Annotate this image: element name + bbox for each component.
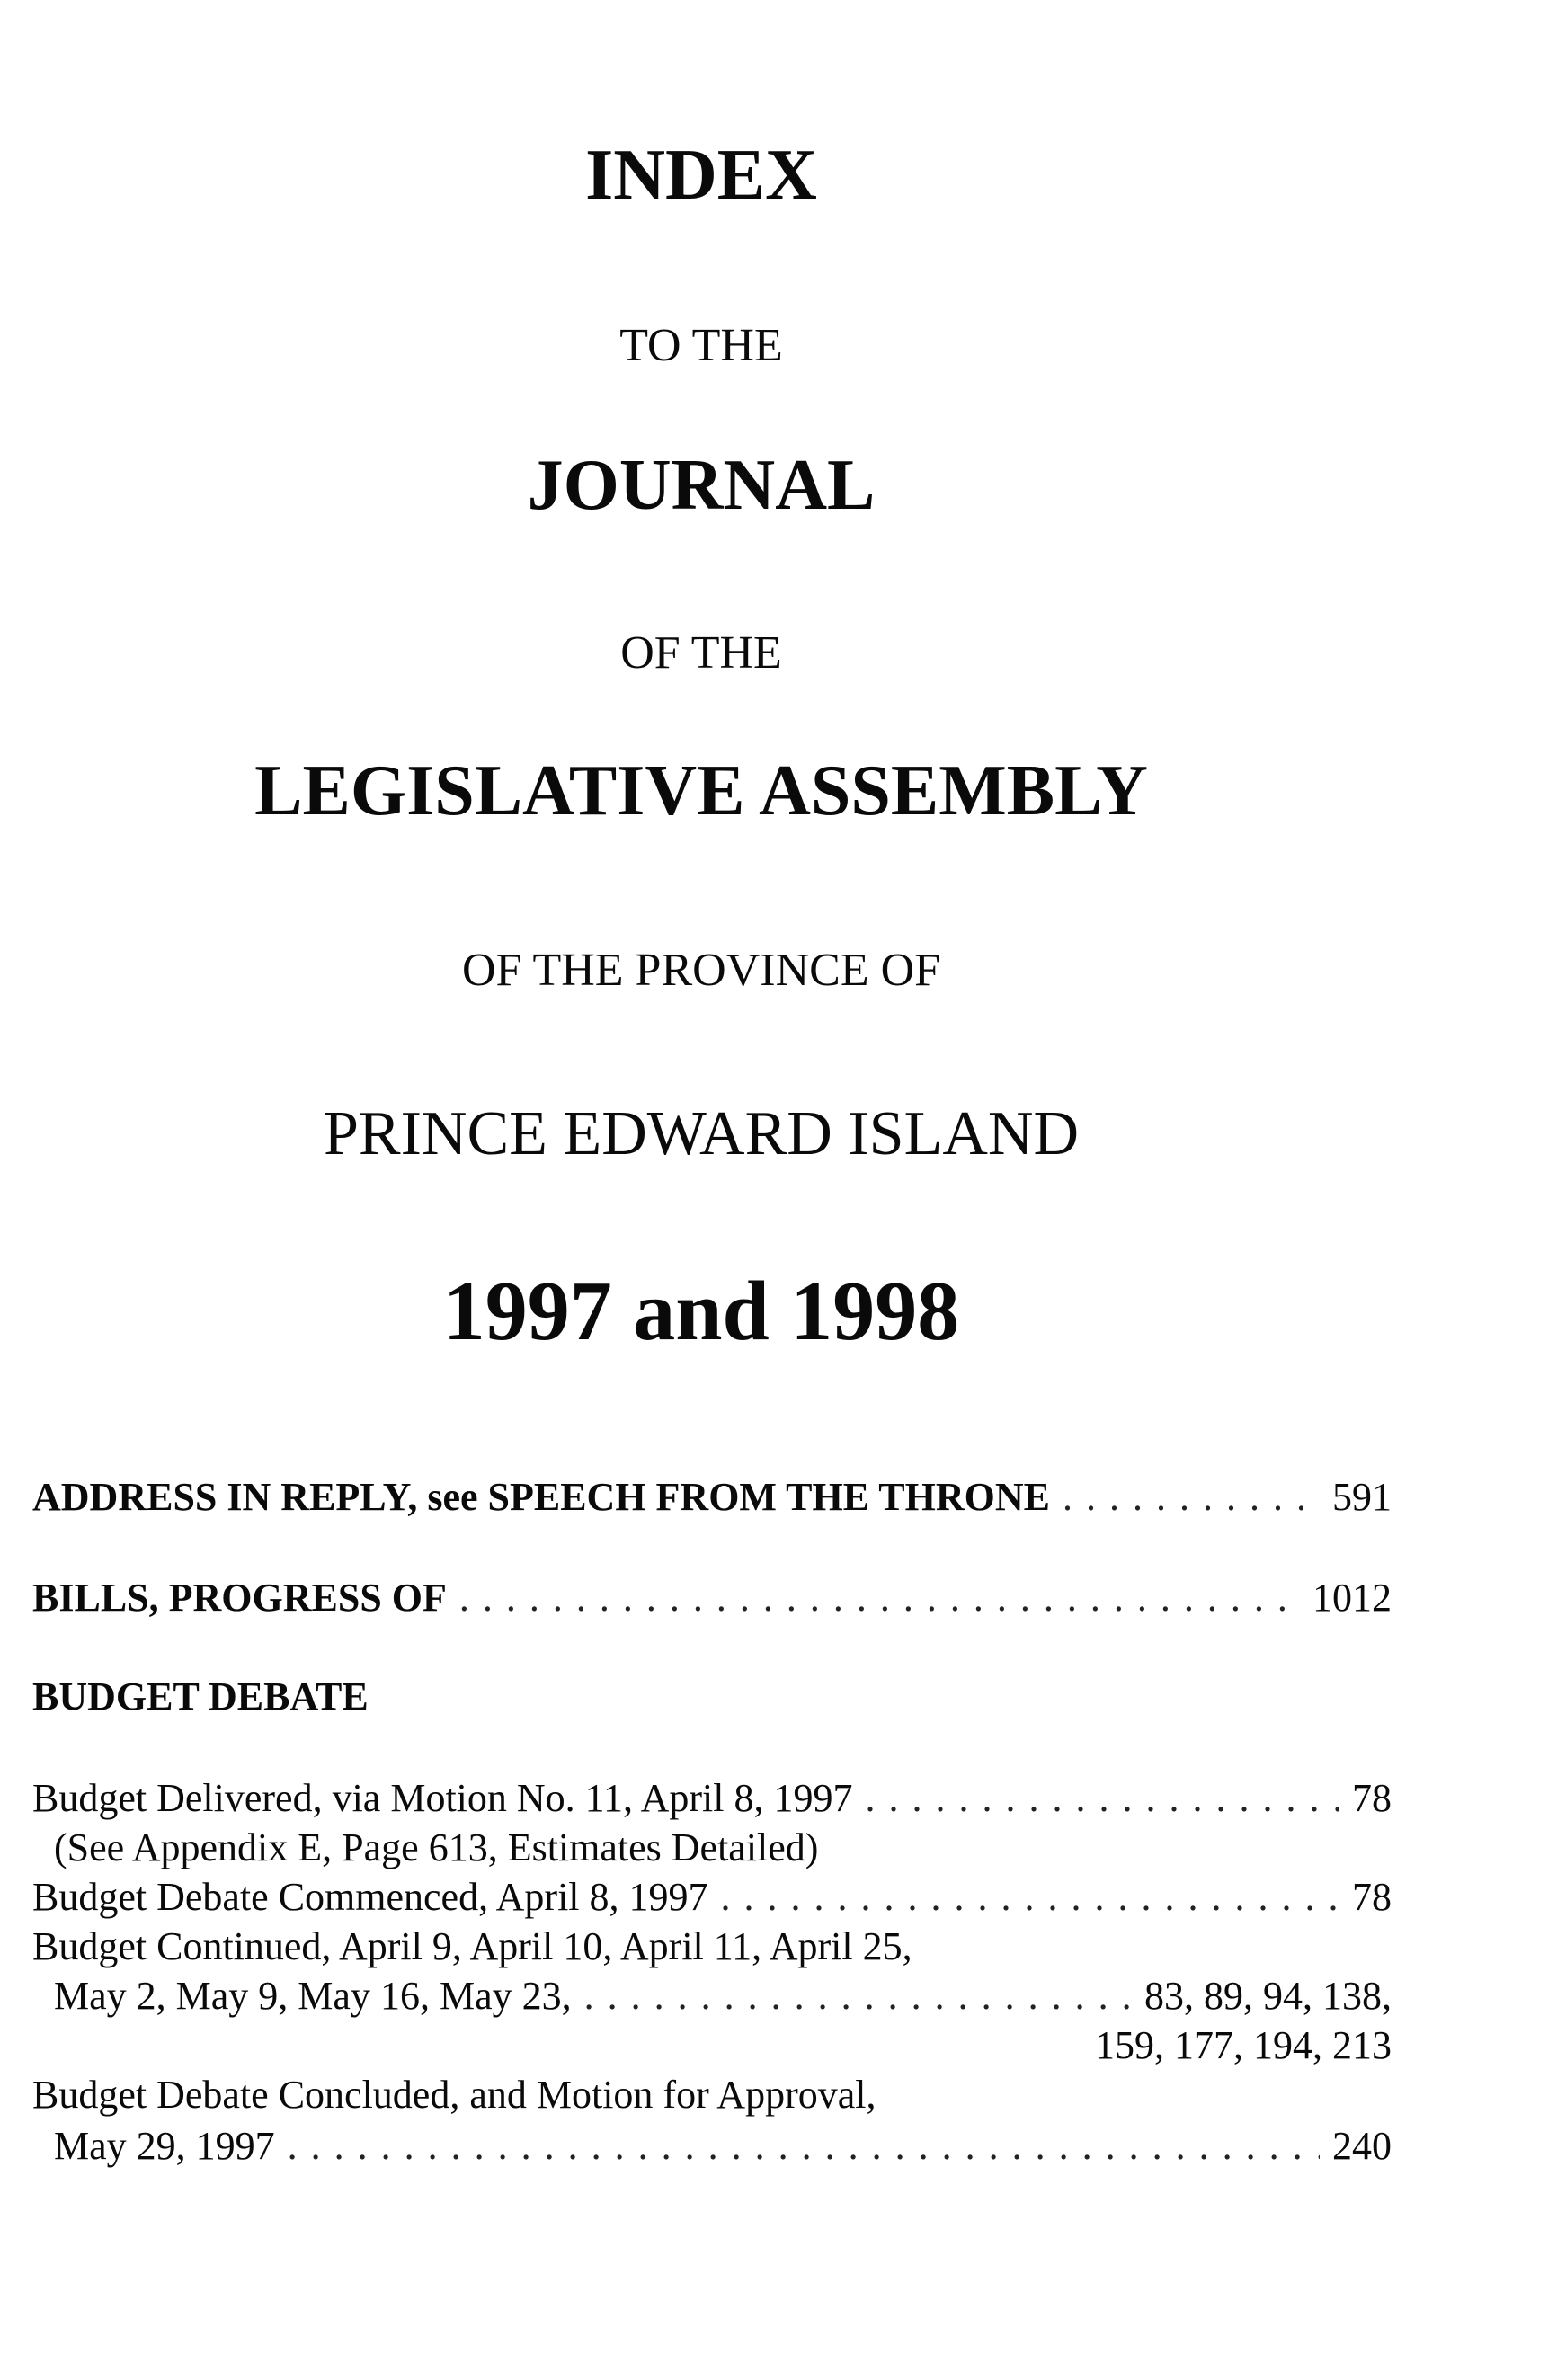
dot-leader bbox=[1063, 1474, 1320, 1520]
entry-label: Budget Delivered, via Motion No. 11, April 8, 1997 bbox=[32, 1776, 853, 1820]
page-reference: 83, 89, 94, 138, bbox=[1144, 1974, 1392, 2018]
index-entry-address-in-reply bbox=[32, 1474, 1392, 1520]
entry-label: BILLS, PROGRESS OF bbox=[32, 1576, 447, 1620]
index-entry-bills bbox=[32, 1575, 1392, 1621]
index-entry-budget-continued bbox=[54, 1973, 1392, 2019]
budget-continued-pages-line-3: 159, 177, 194, 213 bbox=[1095, 2023, 1392, 2067]
journal-heading: JOURNAL bbox=[527, 446, 876, 525]
page-reference: 78 bbox=[1352, 1776, 1392, 1820]
dot-leader bbox=[865, 1775, 1339, 1821]
of-the-line: OF THE bbox=[620, 627, 782, 679]
budget-debate-heading: BUDGET DEBATE bbox=[32, 1674, 369, 1718]
budget-continued-line-1: Budget Continued, April 9, April 10, April 11, April 25, bbox=[32, 1924, 912, 1968]
page-reference: 591 bbox=[1332, 1475, 1392, 1519]
index-entry-budget-concluded bbox=[54, 2123, 1392, 2169]
entry-label: May 2, May 9, May 16, May 23, bbox=[54, 1974, 572, 2018]
legislative-assembly-heading: LEGISLATIVE ASSEMBLY bbox=[254, 751, 1148, 830]
years-heading: 1997 and 1998 bbox=[442, 1265, 960, 1358]
dot-leader bbox=[721, 1874, 1339, 1920]
entry-label: May 29, 1997 bbox=[54, 2124, 275, 2168]
page-reference: 1012 bbox=[1312, 1576, 1392, 1620]
index-entry-budget-delivered bbox=[32, 1775, 1392, 1821]
province-name: PRINCE EDWARD ISLAND bbox=[324, 1099, 1079, 1168]
dot-leader bbox=[584, 1973, 1132, 2019]
of-the-province-line: OF THE PROVINCE OF bbox=[461, 945, 941, 996]
index-heading: INDEX bbox=[585, 136, 817, 215]
dot-leader bbox=[288, 2123, 1320, 2169]
to-the-line: TO THE bbox=[619, 320, 783, 371]
dot-leader bbox=[459, 1575, 1300, 1621]
page-reference: 78 bbox=[1352, 1875, 1392, 1919]
page-reference: 240 bbox=[1332, 2124, 1392, 2168]
entry-label: ADDRESS IN REPLY, see SPEECH FROM THE THRONE bbox=[32, 1475, 1050, 1519]
budget-concluded-line-1: Budget Debate Concluded, and Motion for Approval, bbox=[32, 2073, 876, 2117]
entry-label: Budget Debate Commenced, April 8, 1997 bbox=[32, 1875, 708, 1919]
index-entry-budget-commenced bbox=[32, 1874, 1392, 1920]
see-appendix-note: (See Appendix E, Page 613, Estimates Detailed) bbox=[54, 1825, 819, 1869]
